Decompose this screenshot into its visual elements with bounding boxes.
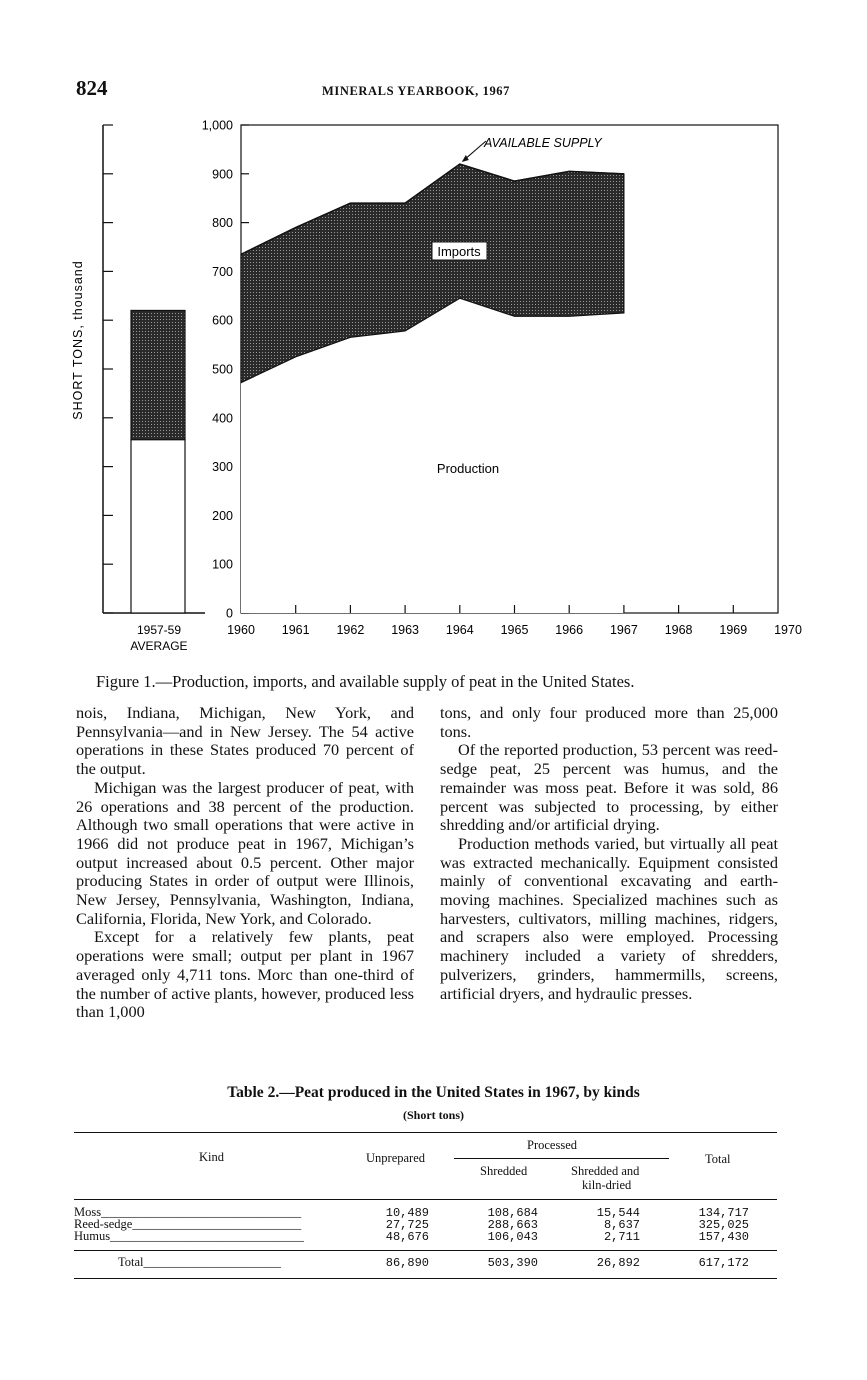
processed-rule — [454, 1158, 669, 1159]
table-unit: (Short tons) — [402, 1108, 464, 1122]
cell-total: 617,172 — [698, 1256, 749, 1270]
col-header-kind: Kind — [199, 1150, 224, 1164]
x-tick-label: 1970 — [774, 623, 802, 637]
avg-bar-label-1: 1957-59 — [136, 623, 182, 637]
cell-shredded: 503,390 — [487, 1256, 538, 1270]
y-tick-label: 400 — [212, 411, 233, 426]
x-tick-label: 1960 — [227, 623, 255, 637]
cell-unprepared: 10,489 — [385, 1206, 429, 1220]
y-tick-label: 100 — [212, 557, 233, 572]
x-tick-label: 1963 — [391, 623, 420, 637]
leader-dots: ______________________ — [143, 1255, 282, 1269]
table-rule-header — [74, 1199, 777, 1200]
x-tick-label: 1962 — [336, 623, 365, 637]
col-header-unprepared: Unprepared — [366, 1151, 425, 1165]
x-tick-label: 1966 — [555, 623, 584, 637]
figure-chart — [0, 0, 867, 670]
cell-kiln-dried: 2,711 — [603, 1230, 640, 1244]
y-tick-label: 600 — [212, 313, 233, 328]
avg-bar-imports — [131, 310, 185, 439]
cell-kiln-dried: 26,892 — [596, 1256, 640, 1270]
paragraph: tons, and only four produced more than 25,000 tons. — [440, 703, 778, 741]
cell-total: 134,717 — [698, 1206, 749, 1220]
x-tick-label: 1969 — [719, 623, 748, 637]
plot-area — [202, 119, 802, 638]
y-tick-label: 0 — [226, 606, 233, 621]
y-tick-label: 200 — [212, 508, 233, 523]
average-bar-group — [131, 310, 185, 613]
avg-bar-production — [131, 440, 185, 613]
col-header-total: Total — [705, 1152, 731, 1166]
avg-bar-label-2: AVERAGE — [130, 639, 188, 653]
table-rule-total — [74, 1250, 777, 1251]
y-tick-label: 900 — [212, 167, 233, 182]
cell-total: 157,430 — [698, 1230, 749, 1244]
col-header-kiln-line2: kiln-dried — [582, 1178, 632, 1192]
paragraph: Michigan was the largest producer of peat, with 26 operations and 38 percent of the production. Although two small operations that were active in 1966 did not produce peat in 1967, Michigan’s output increased about 0.5 percent. Other major producing States in order of output were Illinois, New Jersey, Pennsylvania, Washington, Indiana, California, Florida, New York, and Colorado. — [76, 777, 414, 928]
y-tick-label: 300 — [212, 460, 233, 475]
row-kind: Total — [118, 1255, 144, 1269]
cell-unprepared: 86,890 — [385, 1256, 429, 1270]
x-tick-label: 1961 — [281, 623, 310, 637]
y-tick-label: 800 — [212, 216, 233, 231]
x-tick-label: 1965 — [500, 623, 529, 637]
leader-dots: ________________________________ — [101, 1205, 302, 1219]
paragraph: Production methods varied, but virtually all peat was extracted mechanically. Equipment consisted mainly of conventional excavating and earth-moving machines. Specialized machines such as harvesters, cultivators, milling machines, ridgers, and scrapers also were employed. Processing machinery included a variety of shredders, pulverizers, grinders, hammermills, screens, artificial dryers, and hydraulic presses. — [440, 833, 778, 1003]
cell-total: 325,025 — [698, 1218, 749, 1232]
paragraph: nois, Indiana, Michigan, New York, and Pennsylvania—and in New Jersey. The 54 active operations in these States produced 70 percent of the output. — [76, 703, 414, 779]
cell-kiln-dried: 15,544 — [596, 1206, 640, 1220]
cell-unprepared: 48,676 — [385, 1230, 429, 1244]
y-tick-label: 1,000 — [201, 118, 233, 133]
table-rule-bottom — [74, 1278, 777, 1279]
x-tick-label: 1968 — [664, 623, 693, 637]
col-header-kiln-line1: Shredded and — [571, 1164, 640, 1178]
row-kind: Reed-sedge — [74, 1217, 133, 1231]
row-kind: Humus — [74, 1229, 111, 1243]
x-tick-label: 1964 — [445, 623, 474, 637]
y-axis-label: SHORT TONS, thousand — [71, 260, 85, 420]
paragraph: Of the reported production, 53 percent was reed-sedge peat, 25 percent was humus, and the remainder was moss peat. Before it was sold, 86 percent was subjected to processing, by either shredding and/or artificial drying. — [440, 740, 778, 835]
body-column-right — [440, 704, 778, 1003]
leader-dots: ___________________________ — [132, 1217, 302, 1231]
cell-shredded: 288,663 — [487, 1218, 538, 1232]
table-rule-top — [74, 1132, 777, 1133]
running-head: MINERALS YEARBOOK, 1967 — [322, 84, 511, 98]
x-tick-label: 1967 — [609, 623, 638, 637]
available-supply-label: AVAILABLE SUPPLY — [484, 136, 602, 150]
row-kind: Moss — [74, 1205, 102, 1219]
table-title: Table 2.—Peat produced in the United States in 1967, by kinds — [227, 1084, 640, 1101]
cell-shredded: 108,684 — [487, 1206, 538, 1220]
page-number: 824 — [76, 76, 108, 100]
imports-label: Imports — [437, 244, 481, 259]
cell-unprepared: 27,725 — [385, 1218, 429, 1232]
leader-dots: _______________________________ — [110, 1229, 304, 1243]
cell-shredded: 106,043 — [487, 1230, 538, 1244]
body-column-left — [76, 704, 414, 1022]
y-tick-label: 500 — [212, 362, 233, 377]
production-label: Production — [436, 461, 500, 476]
col-header-shredded: Shredded — [480, 1164, 528, 1178]
col-header-processed: Processed — [527, 1138, 577, 1152]
figure-caption: Figure 1.—Production, imports, and available supply of peat in the United States. — [96, 672, 635, 691]
y-tick-label: 700 — [212, 264, 233, 279]
cell-kiln-dried: 8,637 — [603, 1218, 640, 1232]
paragraph: Except for a relatively few plants, peat operations were small; output per plant in 1967 averaged only 4,711 tons. Morc than one-third of the number of active plants, however, produced less than 1,000 — [76, 927, 414, 1022]
